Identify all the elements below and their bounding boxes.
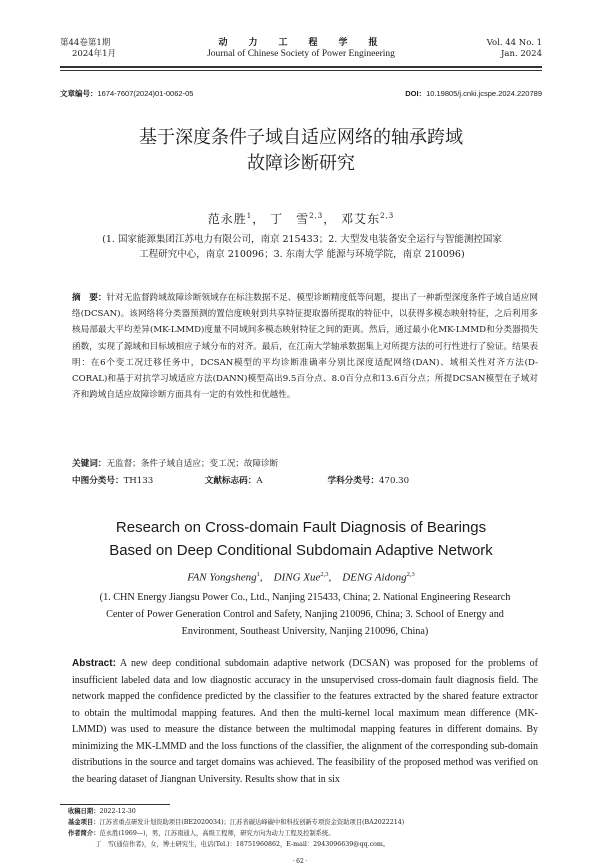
clc-label: 中图分类号：	[72, 476, 124, 486]
clc-value: TH133	[123, 476, 154, 486]
footnotes	[68, 806, 542, 850]
subj-value: 470.30	[379, 476, 410, 486]
affiliations-en	[72, 589, 538, 640]
date-cn: 2024年1月	[72, 49, 117, 59]
author-cn-1: 范永胜	[207, 212, 247, 226]
subject-code	[327, 474, 409, 486]
journal-name-cn: 动 力 工 程 学 报	[218, 38, 384, 48]
author-cn-2-affil: 2,3	[309, 212, 324, 220]
author-cn-2: 丁 雪	[270, 212, 310, 226]
author-bio	[68, 828, 542, 839]
title-cn-line2: 故障诊断研究	[247, 153, 355, 174]
author-en-1-affil: 1	[256, 571, 260, 578]
author-cn-1-affil: 1	[246, 212, 253, 220]
received-value: 2022-12-30	[99, 808, 136, 815]
author-en-3: DENG Aidong	[342, 571, 407, 584]
author-en-2: DING Xue	[273, 571, 321, 584]
bio-value: 范永胜(1969—)，男，江苏南通人，高级工程师，研究方向为动力工程及控制系统。	[99, 830, 335, 837]
clc-code	[72, 474, 202, 486]
affil-en-line1: (1. CHN Energy Jiangsu Power Co., Ltd., Nanjing 215433, China; 2. National Engineering Research	[99, 592, 511, 603]
header-center	[60, 38, 542, 60]
bio-label: 作者简介：	[68, 830, 100, 837]
journal-name-en: Journal of Chinese Society of Power Engineering	[207, 49, 395, 59]
title-en-line2: Based on Deep Conditional Subdomain Adaptive Network	[109, 542, 493, 559]
header-rule-thin	[60, 70, 542, 71]
page-number: · 62 ·	[292, 858, 308, 865]
keywords-cn-text: 无监督；条件子域自适应；变工况；故障诊断	[106, 459, 279, 469]
affil-cn-line1: (1. 国家能源集团江苏电力有限公司，南京 215433；2. 大型发电装备安全运行与智能测控国家	[102, 234, 502, 245]
abstract-en-label: Abstract:	[72, 658, 116, 669]
author-cn-3-affil: 2,3	[380, 212, 395, 220]
abstract-cn-text: 针对无监督跨域故障诊断领域存在标注数据不足、模型诊断精度低等问题，提出了一种新型深度条件子域自适应网络(DCSAN)。该网络将分类器预测的置信度映射到共享特征提取器所提取的特征中，以获得多模态映射特征，之后利用多核局部最大平均差异(MK-LMMD)度量不同域间多模态映射特征之间的距离。然后，通过最小化MK-LMMD和分类器损失函数，实现了源域和目标域相应子域分布的对齐。最后，在江南大学轴承数据集上对所提方法的可行性进行了验证。结果表明：在6个变工况迁移任务中，DCSAN模型的平均诊断准确率分别比深度适配网络(DAN)、域相关性对齐方法(D-CORAL)和基于对抗学习域适应方法(DANN)模型高出9.5百分点、8.0百分点和13.6百分点；所提DCSAN模型在子域对齐和跨域自适应故障诊断方面具有一定的有效性和优越性。	[72, 293, 538, 401]
received-label: 收稿日期：	[68, 808, 100, 815]
title-en-line1: Research on Cross-domain Fault Diagnosis of Bearings	[115, 519, 487, 536]
author-cn-3: 邓艾东	[341, 212, 381, 226]
doc-label: 文献标志码：	[204, 476, 257, 486]
keywords-cn	[72, 456, 538, 472]
keywords-cn-label: 关键词：	[72, 459, 107, 469]
volume-cn: 第44卷第1期	[60, 38, 111, 48]
article-number-value: 1674-7607(2024)01-0062-05	[97, 89, 194, 98]
volume-en: Vol. 44 No. 1	[486, 38, 542, 48]
authors-cn: 范永胜$^1$， 丁 雪$^{2,3}$， 邓艾东$^{2,3}$	[207, 212, 395, 226]
abstract-cn-label: 摘 要：	[72, 293, 107, 303]
affil-en-line3: Environment, Southeast University, Nanjing 210096, China)	[181, 626, 429, 637]
date-en: Jan. 2024	[501, 49, 542, 59]
author-en-3-affil: 2,3	[406, 571, 415, 578]
abstract-en-text: A new deep conditional subdomain adaptive network (DCSAN) was proposed for the problems of insufficient labeled data and low diagnostic accuracy in the unsupervised cross-domain fault diagnosis field. The network mapped the confidence predicted by the classifier to the features extracted by the shared feature extractor to obtain the multimodal mapping features. And then the multi-kernel local maximum mean difference (MK-LMMD) was used to measure the distance between the multimodal mapping features in different domains. By minimizing the MK-LMMD and the loss functions of the classifier, the alignment of the corresponding sub-domain distributions in the source and target domains was achieved. The feasibility of the proposed method was verified on the bearing dataset of Jiangnan University. Results show that in six	[72, 658, 538, 785]
corresponding-author: 丁 雪(通信作者)，女，博士研究生，电话(Tel.)：18751960862，E-mail：2943096639@qq.com。	[95, 841, 390, 848]
author-en-2-affil: 2,3	[320, 571, 329, 578]
doi-value: 10.19805/j.cnki.jcspe.2024.220789	[426, 89, 542, 98]
classification-line	[72, 474, 532, 486]
fund-value: 江苏省重点研发计划资助项目(BE2020034)；江苏省碳达峰碳中和科技创新专项资金资助项目(BA2022214)	[99, 819, 405, 826]
affil-en-line2: Center of Power Generation Control and Safety, Nanjing 210096, China; 3. School of Energy and	[106, 609, 504, 620]
header-right	[487, 38, 542, 60]
authors-en: FAN Yongsheng$^1$, DING Xue$^{2,3}$, DENG Aidong$^{2,3}$	[187, 571, 415, 584]
title-cn-line1: 基于深度条件子域自适应网络的轴承跨域	[139, 127, 463, 148]
title-cn	[60, 125, 542, 177]
title-en	[60, 516, 542, 562]
running-header	[60, 38, 542, 68]
doi-label: DOI：	[405, 89, 427, 98]
doc-value: A	[256, 476, 263, 486]
footnote-rule	[60, 804, 170, 805]
author-en-1: FAN Yongsheng	[187, 571, 257, 584]
article-number-label: 文章编号：	[60, 89, 98, 98]
article-number	[60, 88, 193, 99]
abstract-en	[72, 656, 538, 788]
received-date	[68, 806, 542, 817]
affiliations-cn	[90, 232, 514, 262]
doi	[405, 88, 542, 99]
fund-label: 基金项目：	[68, 819, 100, 826]
affil-cn-line2: 工程研究中心，南京 210096；3. 东南大学 能源与环境学院，南京 210096)	[139, 249, 465, 260]
abstract-cn	[72, 290, 538, 403]
doc-code	[205, 474, 325, 486]
fund	[68, 817, 542, 828]
header-rule-thick	[60, 66, 542, 68]
subj-label: 学科分类号：	[327, 476, 380, 486]
